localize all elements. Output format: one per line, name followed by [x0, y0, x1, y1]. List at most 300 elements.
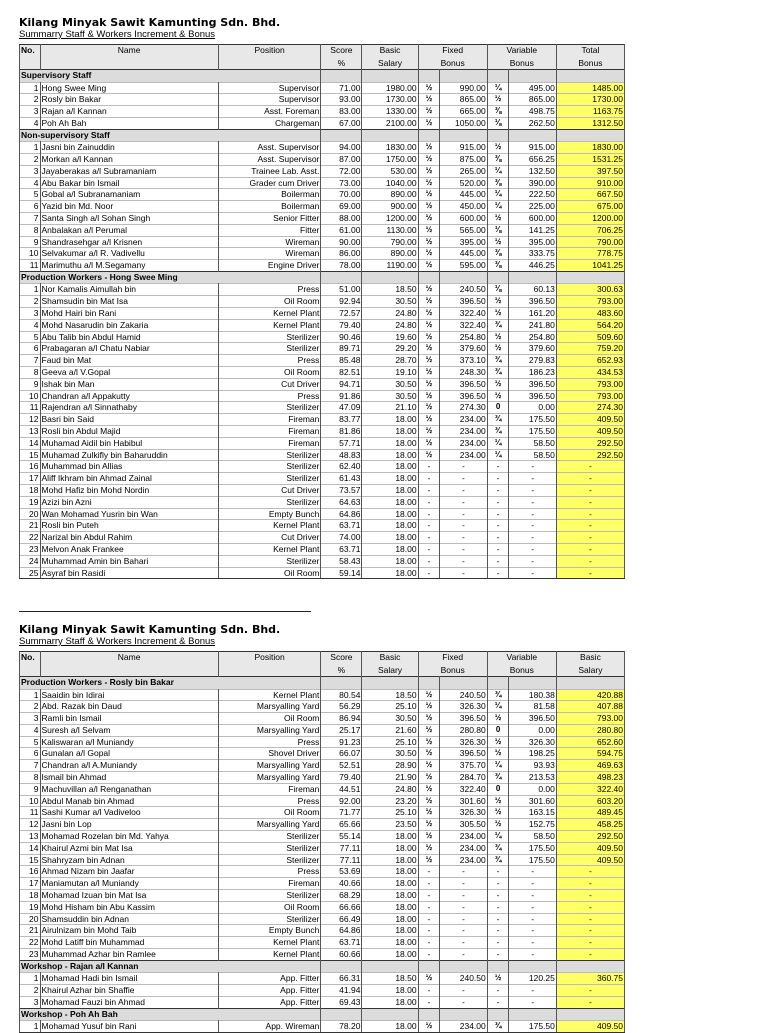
- cell-col-9: -: [556, 925, 624, 937]
- table-row: [20, 508, 625, 520]
- cell-col-2: Sterilizer: [218, 449, 321, 461]
- group-header-row: [20, 70, 625, 83]
- cell-col-5: ½: [418, 331, 440, 343]
- cell-col-5: -: [418, 461, 440, 473]
- cell-col-4: 18.00: [362, 426, 418, 438]
- cell-col-6: 373.10: [440, 355, 488, 367]
- cell-col-9: -: [556, 520, 624, 532]
- group-header-row: [20, 677, 625, 690]
- cell-col-5: ½: [418, 142, 440, 154]
- cell-col-7: ¼: [487, 165, 509, 177]
- cell-col-6: 234.00: [440, 426, 488, 438]
- cell-col-7: -: [487, 878, 509, 890]
- group-header-cell: [321, 129, 362, 142]
- cell-col-0: 4: [20, 724, 41, 736]
- cell-col-0: 2: [20, 94, 41, 106]
- cell-col-1: Chandran a/l A.Muniandy: [40, 760, 218, 772]
- cell-col-2: Oil Room: [218, 567, 321, 579]
- group-header-cell: [440, 271, 488, 284]
- cell-col-8: 93.93: [509, 760, 557, 772]
- cell-col-4: 30.50: [362, 378, 418, 390]
- cell-col-7: -: [487, 567, 509, 579]
- cell-col-9: 420.88: [556, 689, 624, 701]
- cell-col-4: 18.00: [362, 925, 418, 937]
- cell-col-7: ⅜: [487, 248, 509, 260]
- cell-col-4: 530.00: [362, 165, 418, 177]
- cell-col-1: Nor Kamalis Aimullah bin: [40, 284, 218, 296]
- group-header-cell: [487, 271, 509, 284]
- cell-col-9: 409.50: [556, 842, 624, 854]
- group-header-cell: [556, 1008, 624, 1021]
- cell-col-2: Sterilizer: [218, 831, 321, 843]
- cell-col-4: 18.00: [362, 414, 418, 426]
- cell-col-8: 446.25: [509, 260, 557, 272]
- cell-col-6: 450.00: [440, 201, 488, 213]
- cell-col-3: 71.00: [321, 82, 362, 94]
- cell-col-5: -: [418, 890, 440, 902]
- cell-col-8: 120.25: [509, 973, 557, 985]
- table-row: [20, 142, 625, 154]
- cell-col-4: 18.00: [362, 854, 418, 866]
- cell-col-7: ¼: [487, 189, 509, 201]
- cell-col-6: -: [440, 937, 488, 949]
- cell-col-3: 66.66: [321, 901, 362, 913]
- group-header-cell: [509, 960, 557, 973]
- cell-col-7: ½: [487, 236, 509, 248]
- cell-col-1: Suresh a/l Selvam: [40, 724, 218, 736]
- cell-col-2: Oil Room: [218, 901, 321, 913]
- cell-col-6: -: [440, 985, 488, 997]
- table-row: [20, 878, 625, 890]
- group-header-cell: [362, 960, 418, 973]
- cell-col-6: 375.70: [440, 760, 488, 772]
- cell-col-7: ⅜: [487, 260, 509, 272]
- column-header-variable: Variable: [487, 45, 556, 58]
- cell-col-1: Mohd Hairi bin Rani: [40, 308, 218, 320]
- table-row: [20, 189, 625, 201]
- cell-col-8: -: [509, 890, 557, 902]
- group-header-cell: [556, 271, 624, 284]
- cell-col-0: 2: [20, 985, 41, 997]
- cell-col-0: 12: [20, 414, 41, 426]
- table-row: [20, 996, 625, 1008]
- cell-col-7: -: [487, 508, 509, 520]
- cell-col-0: 1: [20, 1021, 41, 1033]
- cell-col-9: 469.63: [556, 760, 624, 772]
- cell-col-7: ¾: [487, 414, 509, 426]
- cell-col-5: ½: [418, 449, 440, 461]
- cell-col-4: 1200.00: [362, 212, 418, 224]
- cell-col-1: Muhammad Azhar bin Ramlee: [40, 949, 218, 961]
- cell-col-5: ½: [418, 201, 440, 213]
- cell-col-5: ½: [418, 82, 440, 94]
- cell-col-3: 72.57: [321, 308, 362, 320]
- table-row: [20, 689, 625, 701]
- group-header-cell: [556, 960, 624, 973]
- column-subheader-last2: Bonus: [556, 57, 624, 70]
- column-header-position: Position: [218, 652, 321, 665]
- cell-col-6: 396.50: [440, 296, 488, 308]
- column-header-last: Basic: [556, 652, 624, 665]
- header-row-units: [20, 57, 625, 70]
- cell-col-0: 3: [20, 713, 41, 725]
- cell-col-6: -: [440, 949, 488, 961]
- cell-col-6: 865.00: [440, 94, 488, 106]
- cell-col-7: -: [487, 532, 509, 544]
- cell-col-5: ½: [418, 153, 440, 165]
- cell-col-5: -: [418, 473, 440, 485]
- cell-col-0: 11: [20, 260, 41, 272]
- table-row: [20, 925, 625, 937]
- group-header-cell: [321, 677, 362, 690]
- cell-col-3: 60.66: [321, 949, 362, 961]
- cell-col-1: Gobal a/l Subranamaniam: [40, 189, 218, 201]
- cell-col-9: 1485.00: [556, 82, 624, 94]
- cell-col-5: ½: [418, 1021, 440, 1033]
- cell-col-8: 213.53: [509, 772, 557, 784]
- table-row: [20, 543, 625, 555]
- cell-col-1: Ramli bin Ismail: [40, 713, 218, 725]
- cell-col-7: ¼: [487, 760, 509, 772]
- cell-col-3: 88.00: [321, 212, 362, 224]
- cell-col-2: App. Wireman: [218, 1021, 321, 1033]
- cell-col-3: 47.09: [321, 402, 362, 414]
- cell-col-1: Airulnizam bin Mohd Taib: [40, 925, 218, 937]
- cell-col-1: Sashi Kumar a/l Vadiveloo: [40, 807, 218, 819]
- cell-col-6: 240.50: [440, 973, 488, 985]
- cell-col-7: ¼: [487, 437, 509, 449]
- cell-col-3: 64.86: [321, 925, 362, 937]
- cell-col-5: -: [418, 937, 440, 949]
- cell-col-2: App. Fitter: [218, 985, 321, 997]
- table-row: [20, 378, 625, 390]
- cell-col-6: 396.50: [440, 748, 488, 760]
- cell-col-4: 1730.00: [362, 94, 418, 106]
- column-subheader-blank: [20, 57, 41, 70]
- cell-col-4: 1190.00: [362, 260, 418, 272]
- cell-col-2: Sterilizer: [218, 496, 321, 508]
- cell-col-0: 13: [20, 831, 41, 843]
- cell-col-2: Fireman: [218, 414, 321, 426]
- cell-col-7: ¾: [487, 772, 509, 784]
- cell-col-9: 793.00: [556, 378, 624, 390]
- table-row: [20, 212, 625, 224]
- cell-col-7: ¼: [487, 831, 509, 843]
- group-header-cell: [321, 1008, 362, 1021]
- cell-col-9: -: [556, 543, 624, 555]
- table-row: [20, 473, 625, 485]
- cell-col-8: -: [509, 520, 557, 532]
- cell-col-6: 520.00: [440, 177, 488, 189]
- cell-col-9: 675.00: [556, 201, 624, 213]
- cell-col-4: 790.00: [362, 236, 418, 248]
- cell-col-2: App. Fitter: [218, 996, 321, 1008]
- cell-col-4: 21.90: [362, 772, 418, 784]
- cell-col-6: 234.00: [440, 414, 488, 426]
- cell-col-5: ½: [418, 106, 440, 118]
- cell-col-5: ½: [418, 308, 440, 320]
- cell-col-4: 25.10: [362, 736, 418, 748]
- cell-col-1: Ismail bin Ahmad: [40, 772, 218, 784]
- cell-col-1: Shahryzam bin Adnan: [40, 854, 218, 866]
- cell-col-2: Sterilizer: [218, 913, 321, 925]
- cell-col-6: 326.30: [440, 736, 488, 748]
- cell-col-4: 18.00: [362, 831, 418, 843]
- cell-col-4: 23.20: [362, 795, 418, 807]
- cell-col-4: 18.00: [362, 878, 418, 890]
- cell-col-0: 8: [20, 772, 41, 784]
- cell-col-2: Grader cum Driver: [218, 177, 321, 189]
- cell-col-9: 793.00: [556, 296, 624, 308]
- cell-col-7: -: [487, 866, 509, 878]
- cell-col-0: 2: [20, 701, 41, 713]
- group-header-cell: [556, 129, 624, 142]
- cell-col-2: Cut Driver: [218, 378, 321, 390]
- cell-col-4: 18.00: [362, 901, 418, 913]
- cell-col-0: 25: [20, 567, 41, 579]
- cell-col-3: 77.11: [321, 854, 362, 866]
- cell-col-8: 141.25: [509, 224, 557, 236]
- cell-col-4: 24.80: [362, 319, 418, 331]
- report-subtitle: Summarry Staff & Workers Increment & Bonus: [19, 29, 216, 40]
- cell-col-3: 61.43: [321, 473, 362, 485]
- cell-col-3: 63.71: [321, 543, 362, 555]
- cell-col-8: -: [509, 949, 557, 961]
- cell-col-3: 78.00: [321, 260, 362, 272]
- cell-col-6: 305.50: [440, 819, 488, 831]
- cell-col-7: ½: [487, 94, 509, 106]
- cell-col-8: 175.50: [509, 842, 557, 854]
- cell-col-2: Kernel Plant: [218, 520, 321, 532]
- cell-col-0: 11: [20, 402, 41, 414]
- cell-col-9: 1200.00: [556, 212, 624, 224]
- cell-col-9: 274.30: [556, 402, 624, 414]
- cell-col-2: Marsyalling Yard: [218, 724, 321, 736]
- group-header-cell: [321, 271, 362, 284]
- cell-col-0: 20: [20, 913, 41, 925]
- cell-col-0: 2: [20, 153, 41, 165]
- cell-col-9: -: [556, 567, 624, 579]
- group-label: Supervisory Staff: [20, 70, 321, 83]
- cell-col-2: Fireman: [218, 878, 321, 890]
- cell-col-5: ½: [418, 831, 440, 843]
- cell-col-5: ½: [418, 260, 440, 272]
- group-header-cell: [440, 677, 488, 690]
- cell-col-6: 322.40: [440, 308, 488, 320]
- cell-col-1: Kaliswaran a/l Muniandy: [40, 736, 218, 748]
- cell-col-8: 333.75: [509, 248, 557, 260]
- cell-col-4: 18.00: [362, 567, 418, 579]
- cell-col-9: -: [556, 985, 624, 997]
- cell-col-3: 83.00: [321, 106, 362, 118]
- cell-col-5: ½: [418, 713, 440, 725]
- table-row: [20, 520, 625, 532]
- cell-col-0: 14: [20, 842, 41, 854]
- cell-col-4: 23.50: [362, 819, 418, 831]
- cell-col-0: 17: [20, 473, 41, 485]
- cell-col-5: ½: [418, 760, 440, 772]
- cell-col-0: 2: [20, 296, 41, 308]
- cell-col-8: -: [509, 496, 557, 508]
- cell-col-3: 85.48: [321, 355, 362, 367]
- cell-col-4: 18.00: [362, 866, 418, 878]
- cell-col-4: 30.50: [362, 748, 418, 760]
- cell-col-7: ¾: [487, 355, 509, 367]
- cell-col-1: Ahmad Nizam bin Jaafar: [40, 866, 218, 878]
- cell-col-6: -: [440, 890, 488, 902]
- cell-col-3: 66.49: [321, 913, 362, 925]
- cell-col-4: 18.00: [362, 543, 418, 555]
- cell-col-5: -: [418, 567, 440, 579]
- cell-col-7: 0: [487, 724, 509, 736]
- cell-col-8: 254.80: [509, 331, 557, 343]
- cell-col-0: 22: [20, 937, 41, 949]
- group-header-cell: [362, 70, 418, 83]
- group-header-cell: [418, 677, 440, 690]
- cell-col-5: -: [418, 543, 440, 555]
- cell-col-4: 18.00: [362, 485, 418, 497]
- cell-col-1: Abu Bakar bin Ismail: [40, 177, 218, 189]
- cell-col-3: 91.86: [321, 390, 362, 402]
- cell-col-9: 300.63: [556, 284, 624, 296]
- cell-col-1: Jasni bin Lop: [40, 819, 218, 831]
- cell-col-4: 18.00: [362, 949, 418, 961]
- cell-col-5: -: [418, 925, 440, 937]
- group-header-cell: [487, 960, 509, 973]
- group-header-row: [20, 960, 625, 973]
- cell-col-7: -: [487, 485, 509, 497]
- cell-col-9: 1830.00: [556, 142, 624, 154]
- cell-col-7: ⅛: [487, 284, 509, 296]
- table-row: [20, 201, 625, 213]
- cell-col-9: 594.75: [556, 748, 624, 760]
- table-row: [20, 248, 625, 260]
- column-header-basic: Basic: [362, 652, 418, 665]
- cell-col-8: -: [509, 555, 557, 567]
- cell-col-8: 152.75: [509, 819, 557, 831]
- cell-col-9: -: [556, 473, 624, 485]
- group-header-cell: [418, 960, 440, 973]
- cell-col-7: ¼: [487, 449, 509, 461]
- cell-col-2: Empty Bunch: [218, 925, 321, 937]
- group-header-cell: [509, 70, 557, 83]
- cell-col-4: 21.10: [362, 402, 418, 414]
- table-row: [20, 724, 625, 736]
- cell-col-6: 234.00: [440, 437, 488, 449]
- table-row: [20, 367, 625, 379]
- table-row: [20, 284, 625, 296]
- cell-col-3: 92.00: [321, 795, 362, 807]
- group-header-cell: [440, 129, 488, 142]
- column-subheader-fixed2: Bonus: [418, 664, 487, 677]
- cell-col-5: ½: [418, 355, 440, 367]
- table-row: [20, 831, 625, 843]
- table-row: [20, 949, 625, 961]
- table-row: [20, 331, 625, 343]
- cell-col-2: Sterilizer: [218, 890, 321, 902]
- cell-col-6: -: [440, 996, 488, 1008]
- cell-col-3: 86.00: [321, 248, 362, 260]
- table-row: [20, 260, 625, 272]
- cell-col-2: Asst. Supervisor: [218, 142, 321, 154]
- cell-col-0: 10: [20, 795, 41, 807]
- cell-col-0: 1: [20, 973, 41, 985]
- cell-col-2: App. Fitter: [218, 973, 321, 985]
- column-subheader-blank: [218, 57, 321, 70]
- cell-col-3: 68.29: [321, 890, 362, 902]
- group-label: Production Workers - Hong Swee Ming: [20, 271, 321, 284]
- cell-col-2: Kernel Plant: [218, 308, 321, 320]
- cell-col-7: ½: [487, 795, 509, 807]
- cell-col-0: 4: [20, 177, 41, 189]
- cell-col-2: Press: [218, 355, 321, 367]
- cell-col-7: ¾: [487, 367, 509, 379]
- cell-col-1: Faud bin Mat: [40, 355, 218, 367]
- cell-col-5: ½: [418, 224, 440, 236]
- cell-col-6: 445.00: [440, 248, 488, 260]
- cell-col-6: 284.70: [440, 772, 488, 784]
- cell-col-1: Azizi bin Azni: [40, 496, 218, 508]
- cell-col-5: ½: [418, 296, 440, 308]
- cell-col-0: 18: [20, 890, 41, 902]
- cell-col-2: Sterilizer: [218, 461, 321, 473]
- cell-col-3: 58.43: [321, 555, 362, 567]
- cell-col-5: ½: [418, 854, 440, 866]
- cell-col-7: ¾: [487, 1021, 509, 1033]
- cell-col-9: 322.40: [556, 783, 624, 795]
- cell-col-9: 498.23: [556, 772, 624, 784]
- table-row: [20, 937, 625, 949]
- cell-col-8: 175.50: [509, 414, 557, 426]
- cell-col-7: ⅛: [487, 117, 509, 129]
- cell-col-9: 292.50: [556, 831, 624, 843]
- table-row: [20, 94, 625, 106]
- cell-col-3: 91.23: [321, 736, 362, 748]
- cell-col-8: -: [509, 985, 557, 997]
- cell-col-1: Muhammad bin Allias: [40, 461, 218, 473]
- column-subheader-score_unit: %: [321, 664, 362, 677]
- cell-col-4: 18.00: [362, 937, 418, 949]
- cell-col-2: Oil Room: [218, 713, 321, 725]
- column-header-fixed: Fixed: [418, 652, 487, 665]
- cell-col-0: 1: [20, 142, 41, 154]
- column-subheader-score_unit: %: [321, 57, 362, 70]
- cell-col-1: Shandrasehgar a/l Krisnen: [40, 236, 218, 248]
- cell-col-4: 18.50: [362, 689, 418, 701]
- cell-col-9: 793.00: [556, 390, 624, 402]
- cell-col-3: 69.00: [321, 201, 362, 213]
- cell-col-9: -: [556, 913, 624, 925]
- cell-col-1: Jasni bin Zainuddin: [40, 142, 218, 154]
- cell-col-0: 19: [20, 496, 41, 508]
- cell-col-7: -: [487, 461, 509, 473]
- cell-col-9: -: [556, 937, 624, 949]
- cell-col-2: Press: [218, 284, 321, 296]
- cell-col-7: ⅜: [487, 177, 509, 189]
- cell-col-1: Basri bin Said: [40, 414, 218, 426]
- cell-col-9: 1730.00: [556, 94, 624, 106]
- cell-col-3: 73.57: [321, 485, 362, 497]
- cell-col-9: 652.60: [556, 736, 624, 748]
- table-row: [20, 854, 625, 866]
- cell-col-5: ½: [418, 343, 440, 355]
- table-row: [20, 760, 625, 772]
- cell-col-9: 603.20: [556, 795, 624, 807]
- cell-col-3: 63.71: [321, 937, 362, 949]
- cell-col-6: -: [440, 473, 488, 485]
- cell-col-8: 301.60: [509, 795, 557, 807]
- cell-col-6: -: [440, 555, 488, 567]
